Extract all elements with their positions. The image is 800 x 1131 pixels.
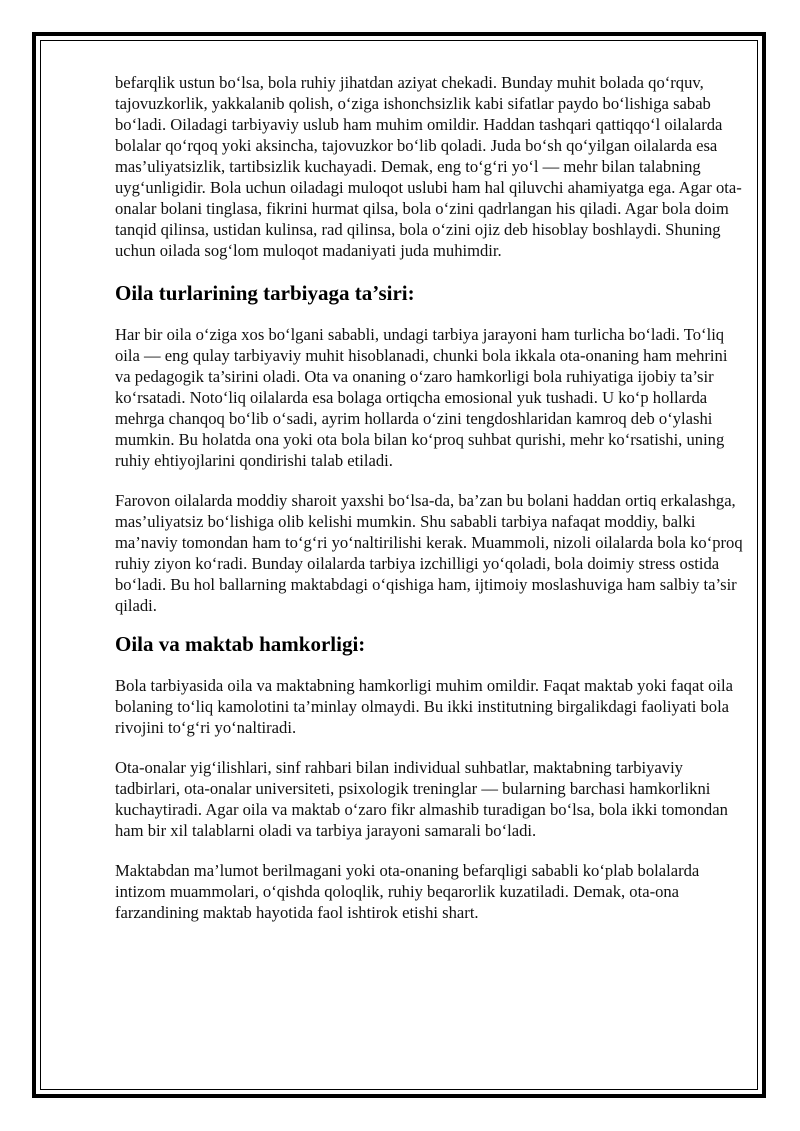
- paragraph-family-school-2: Ota-onalar yig‘ilishlari, sinf rahbari bilan individual suhbatlar, maktabning tarbiyaviy tadbirlari, ota-onalar universiteti, psixologik treninglar — bularning barchasi hamkorlikni kuchaytiradi. Agar oila va maktab o‘zaro fikr almashib turadigan bo‘lsa, bola ikki tomondan ham bir xil talablarni oladi va tarbiya jarayoni samarali bo‘ladi.: [115, 758, 728, 840]
- paragraph-family-school-3: Maktabdan ma’lumot berilmagani yoki ota-onaning befarqligi sababli ko‘plab bolalarda intizom muammolari, o‘qishda qoloqlik, ruhiy beqarorlik kuzatiladi. Demak, ota-ona farzandining maktab hayotida faol ishtirok etishi shart.: [115, 861, 700, 922]
- heading-family-school: Oila va maktab hamkorligi:: [115, 632, 366, 656]
- heading-family-types: Oila turlarining tarbiyaga ta’siri:: [115, 281, 415, 305]
- paragraph-family-types-2: Farovon oilalarda moddiy sharoit yaxshi bo‘lsa-da, ba’zan bu bolani haddan ortiq erkalashga, mas’uliyatsiz bo‘lishiga olib kelishi mumkin. Shu sababli tarbiya nafaqat moddiy, balki ma’naviy tomondan ham to‘g‘ri yo‘naltirilishi kerak. Muammoli, nizoli oilalarda bola ko‘proq ruhiy ziyon ko‘radi. Bunday oilalarda tarbiya izchilligi yo‘qoladi, bola doimiy stress ostida bo‘ladi. Bu hol ballarning maktabdagi o‘qishiga ham, ijtimoiy moslashuviga ham salbiy ta’sir qiladi.: [115, 491, 743, 615]
- paragraph-family-types-1: Har bir oila o‘ziga xos bo‘lgani sababli, undagi tarbiya jarayoni ham turlicha bo‘ladi. To‘liq oila — eng qulay tarbiyaviy muhit hisoblanadi, chunki bola ikkala ota-onaning ham mehrini va pedagogik ta’sirini oladi. Ota va onaning o‘zaro hamkorligi bola ruhiyatiga ijobiy ta’sir ko‘rsatadi. Noto‘liq oilalarda esa bolaga ortiqcha emosional yuk tushadi. U ko‘p hollarda mehrga chanqoq bo‘lib o‘sadi, ayrim hollarda o‘zini tengdoshlaridan kamroq deb o‘ylashi mumkin. Bu holatda ona yoki ota bola bilan ko‘proq suhbat qurishi, mehr ko‘rsatishi, uning ruhiy ehtiyojlarini qondirishi talab etiladi.: [115, 325, 728, 470]
- paragraph-intro: befarqlik ustun bo‘lsa, bola ruhiy jihatdan aziyat chekadi. Bunday muhit bolada qo‘rquv, tajovuzkorlik, yakkalanib qolish, o‘ziga ishonchsizlik kabi sifatlar paydo bo‘lishiga sabab bo‘ladi. Oiladagi tarbiyaviy uslub ham muhim omildir. Haddan tashqari qattiqqo‘l oilalarda bolalar qo‘rqoq yoki aksincha, tajovuzkor bo‘lib qoladi. Juda bo‘sh qo‘yilgan oilalarda esa mas’uliyatsizlik, tartibsizlik kuchayadi. Demak, eng to‘g‘ri yo‘l — mehr bilan talabning uyg‘unligidir. Bola uchun oiladagi muloqot uslubi ham hal qiluvchi ahamiyatga ega. Agar ota-onalar bolani tinglasa, fikrini hurmat qilsa, bola o‘zini qadrlangan his qiladi. Agar bola doim tanqid qilinsa, ustidan kulinsa, rad qilinsa, bola o‘zini ojiz deb hisoblay boshlaydi. Shuning uchun oilada sog‘lom muloqot madaniyati juda muhimdir.: [115, 73, 742, 260]
- paragraph-family-school-1: Bola tarbiyasida oila va maktabning hamkorligi muhim omildir. Faqat maktab yoki faqat oila bolaning to‘liq kamolotini ta’minlay olmaydi. Bu ikki institutning birgalikdagi faoliyati bola rivojini to‘g‘ri yo‘naltiradi.: [115, 676, 733, 737]
- document-body: [115, 72, 747, 942]
